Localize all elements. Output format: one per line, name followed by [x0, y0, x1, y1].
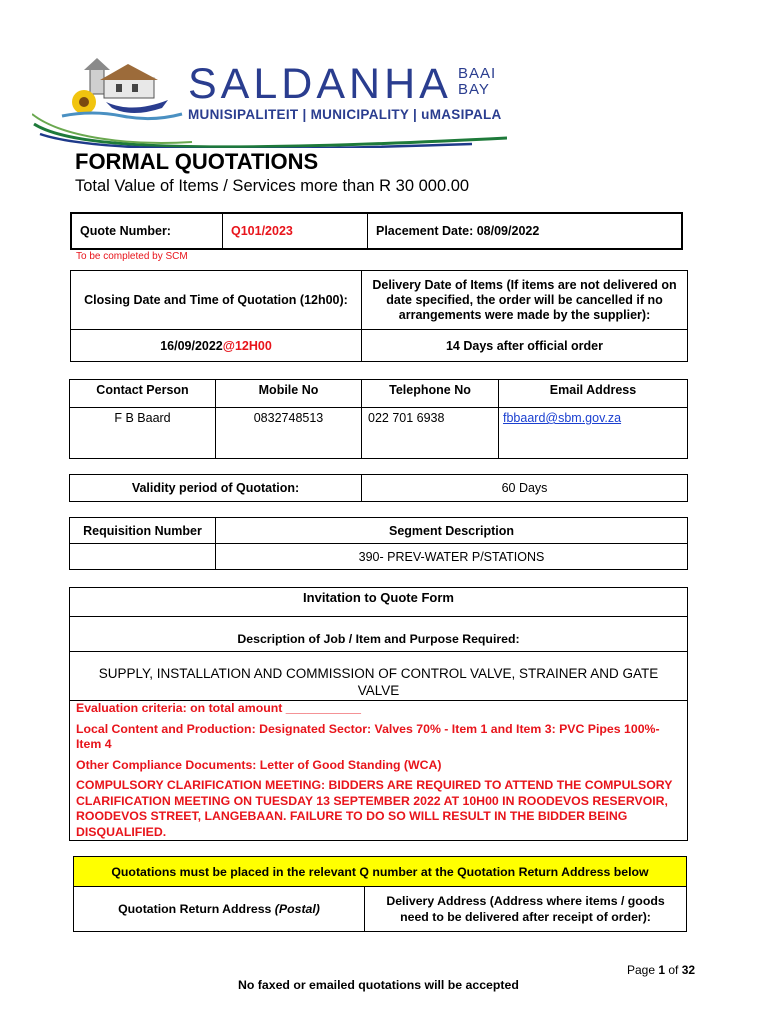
- page-total: 32: [681, 963, 696, 977]
- quote-number-label: Quote Number:: [71, 213, 223, 249]
- dates-table: [70, 270, 688, 362]
- closing-time: @12H00: [222, 338, 272, 353]
- validity-table: [69, 474, 688, 502]
- compliance-documents: Other Compliance Documents: Letter of Good Standing (WCA): [76, 757, 442, 772]
- local-content: Local Content and Production: Designated Sector: Valves 70% - Item 1 and Item 3: PVC Pipes 100%- Item 4: [76, 721, 660, 751]
- placement-date: Placement Date: 08/09/2022: [368, 213, 683, 249]
- validity-value: 60 Days: [362, 475, 688, 502]
- closing-date-label: Closing Date and Time of Quotation (12h00):: [71, 271, 362, 330]
- invitation-title: Invitation to Quote Form: [70, 588, 687, 617]
- brand-bay: BAY: [458, 81, 490, 98]
- closing-date: 16/09/2022: [160, 338, 223, 353]
- delivery-date-label: Delivery Date of Items (If items are not delivered on date specified, the order will be cancelled if no arrangements were made by the supplier):: [362, 271, 688, 330]
- scm-note: To be completed by SCM: [76, 251, 188, 262]
- contact-table: [69, 379, 688, 459]
- return-address-text: Quotation Return Address: [118, 902, 275, 916]
- quote-number-table: [70, 212, 683, 250]
- validity-label: Validity period of Quotation:: [70, 475, 362, 502]
- contact-header-telephone: Telephone No: [362, 380, 499, 408]
- contact-header-mobile: Mobile No: [216, 380, 362, 408]
- requisition-table: [69, 517, 688, 570]
- page-subtitle: Total Value of Items / Services more than R 30 000.00: [75, 177, 470, 195]
- delivery-address-label: Delivery Address (Address where items / goods need to be delivered after receipt of order):: [365, 887, 687, 932]
- contact-telephone: 022 701 6938: [362, 408, 499, 459]
- contact-mobile: 0832748513: [216, 408, 362, 459]
- page-title: FORMAL QUOTATIONS: [75, 149, 319, 174]
- evaluation-criteria: Evaluation criteria: on total amount ___________: [76, 701, 361, 715]
- segment-label: Segment Description: [216, 518, 688, 544]
- municipality-tagline: MUNISIPALITEIT | MUNICIPALITY | uMASIPALA: [188, 107, 502, 122]
- delivery-date-value: 14 Days after official order: [362, 330, 688, 362]
- contact-person: F B Baard: [70, 408, 216, 459]
- contact-header-person: Contact Person: [70, 380, 216, 408]
- return-address-postal: (Postal): [274, 902, 320, 916]
- segment-value: 390- PREV-WATER P/STATIONS: [216, 544, 688, 570]
- page-number: [627, 963, 695, 977]
- brand-baai-bay: [458, 66, 496, 98]
- clarification-meeting: COMPULSORY CLARIFICATION MEETING: BIDDERS ARE REQUIRED TO ATTEND THE COMPULSORY CLARIFICATION MEETING ON TUESDAY 13 SEPTEMBER 2022 AT 10H00 IN ROODEVOS RESERVOIR, ROODEVOS STREET, LANGEBAAN. FAILURE TO DO SO WILL RESULT IN THE BIDDER BEING DISQUALIFIED.: [76, 778, 673, 839]
- contact-email-cell: [499, 408, 688, 459]
- page-current: 1: [658, 963, 666, 977]
- brand-name: SALDANHA: [188, 60, 452, 108]
- return-address-label: [74, 887, 365, 932]
- criteria-section: [76, 701, 684, 840]
- closing-date-value: [71, 330, 362, 362]
- page-prefix: Page: [627, 963, 659, 977]
- requisition-value: [70, 544, 216, 570]
- brand-baai: BAAI: [458, 65, 497, 82]
- invitation-section: [69, 587, 688, 701]
- return-address-table: [73, 856, 687, 932]
- requisition-label: Requisition Number: [70, 518, 216, 544]
- contact-email-link[interactable]: fbbaard@sbm.gov.za: [503, 411, 622, 425]
- job-description-label: Description of Job / Item and Purpose Required:: [70, 617, 687, 652]
- quote-number-value: Q101/2023: [223, 213, 368, 249]
- footer-notice: No faxed or emailed quotations will be accepted: [238, 978, 519, 992]
- page-of: of: [665, 963, 682, 977]
- return-banner: Quotations must be placed in the relevant Q number at the Quotation Return Address below: [74, 857, 687, 887]
- contact-header-email: Email Address: [499, 380, 688, 408]
- job-description-value: SUPPLY, INSTALLATION AND COMMISSION OF CONTROL VALVE, STRAINER AND GATE VALVE: [98, 666, 659, 698]
